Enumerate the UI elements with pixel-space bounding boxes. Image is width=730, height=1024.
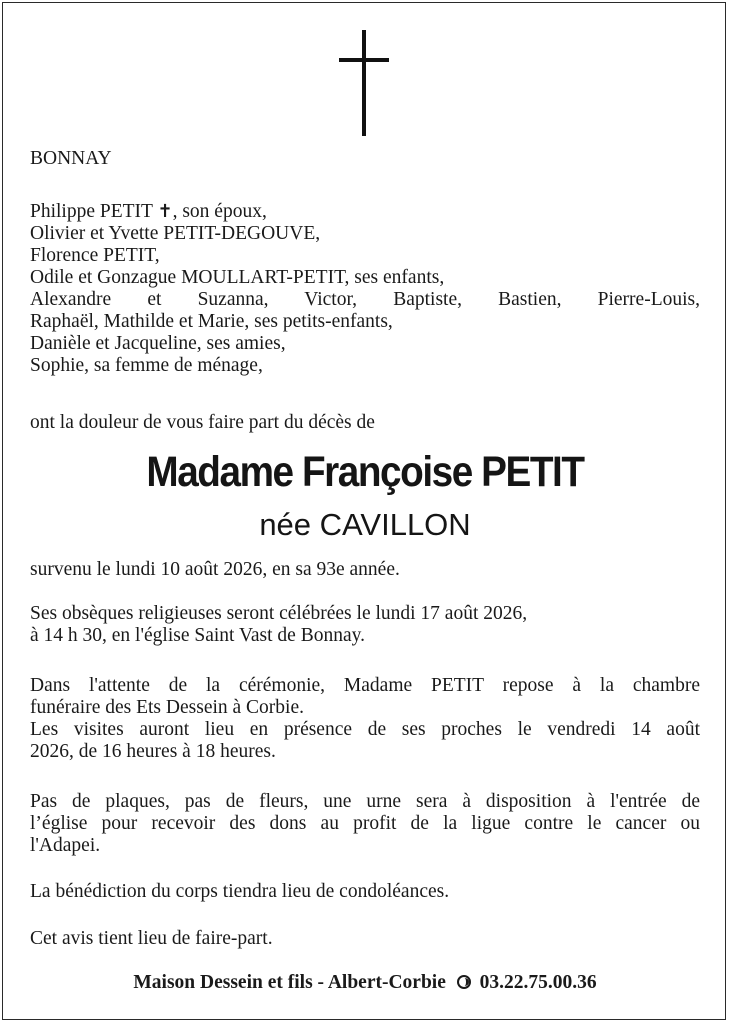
donations-paragraph: [30, 791, 700, 857]
phone-icon: [457, 975, 471, 989]
family-line: Raphaël, Mathilde et Marie, ses petits-enfants,: [30, 311, 393, 332]
family-line: Danièle et Jacqueline, ses amies,: [30, 333, 286, 354]
rest-place-line: Les visites auront lieu en présence de ses proches le vendredi 14 août: [30, 719, 700, 740]
funeral-home-footer: [0, 972, 730, 994]
spouse-relation: , son époux,: [172, 201, 267, 222]
funeral-home-phone: 03.22.75.00.36: [479, 972, 597, 993]
cross-icon: [339, 30, 389, 136]
family-list: [30, 201, 700, 377]
deceased-cross-icon: ✝: [157, 201, 173, 222]
funeral-paragraph: [30, 603, 700, 647]
family-line: Odile et Gonzague MOULLART-PETIT, ses enfants,: [30, 267, 445, 288]
family-line: Florence PETIT,: [30, 245, 160, 266]
announcement-text: ont la douleur de vous faire part du décès de: [30, 412, 375, 433]
maiden-name: née CAVILLON: [259, 507, 471, 542]
family-line: Sophie, sa femme de ménage,: [30, 355, 263, 376]
rest-place-line: Dans l'attente de la cérémonie, Madame PETIT repose à la chambre: [30, 675, 700, 696]
family-line-spouse: [30, 201, 700, 223]
funeral-home-name: Maison Dessein et fils - Albert-Corbie: [133, 972, 446, 993]
rest-place-line: funéraire des Ets Dessein à Corbie.: [30, 697, 304, 718]
town-name: BONNAY: [30, 148, 112, 169]
spouse-name: Philippe PETIT: [30, 201, 153, 222]
family-line: Alexandre et Suzanna, Victor, Baptiste, Bastien, Pierre-Louis,: [30, 289, 700, 310]
notice-text: Cet avis tient lieu de faire-part.: [30, 928, 273, 949]
condolences-text: La bénédiction du corps tiendra lieu de condoléances.: [30, 881, 450, 902]
donations-line: Pas de plaques, pas de fleurs, une urne sera à disposition à l'entrée de: [30, 791, 700, 812]
donations-line: l'Adapei.: [30, 835, 101, 856]
rest-place-paragraph: [30, 675, 700, 763]
death-info: survenu le lundi 10 août 2026, en sa 93e année.: [30, 559, 400, 580]
rest-place-line: 2026, de 16 heures à 18 heures.: [30, 741, 276, 762]
funeral-line: à 14 h 30, en l'église Saint Vast de Bonnay.: [30, 625, 365, 646]
family-line: Olivier et Yvette PETIT-DEGOUVE,: [30, 223, 321, 244]
funeral-line: Ses obsèques religieuses seront célébrées le lundi 17 août 2026,: [30, 603, 528, 624]
deceased-name: Madame Françoise PETIT: [146, 448, 584, 496]
donations-line: l’église pour recevoir des dons au profit de la ligue contre le cancer ou: [30, 813, 700, 834]
